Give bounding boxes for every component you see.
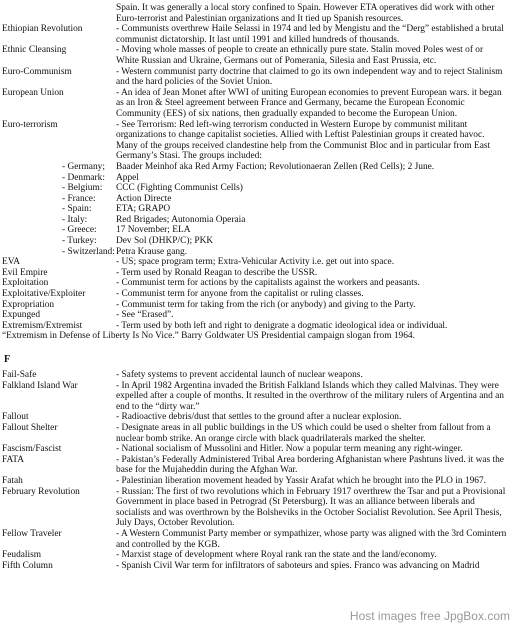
entry-term: Expunged <box>2 310 41 321</box>
group-names: ETA; GRAPO <box>116 204 171 215</box>
entry-term: Fifth Column <box>2 560 53 571</box>
group-names: CCC (Fighting Communist Cells) <box>116 183 243 194</box>
entry-definition: - Communists overthrew Haile Selassi in 1974 and led by Mengistu and the “Derg” established a brutal communist dictatorship. It last until 1991 and killed hundreds of thousands. <box>116 24 504 45</box>
glossary-entry <box>0 120 516 162</box>
entry-definition: - Pakistan’s Federally Administered Tribal Area bordering Afghanistan where Pashtuns lived. it was the base for the Mujaheddin during the Afghan War. <box>116 454 504 476</box>
entry-definition: - Communist term for anyone from the capitalist or ruling classes. <box>116 289 364 300</box>
glossary-entry <box>0 310 516 321</box>
group-names: 17 November; ELA <box>116 225 191 236</box>
entry-term: Fallout <box>2 412 29 423</box>
entry-definition: - An idea of Jean Monet after WWI of uniting European economies to prevent European wars. it began as an Iron & Steel agreement between France and Germany, became the European Economic Community (EES) of six nations, then gradually expanded to become the European Union. <box>116 87 502 119</box>
entry-term: FATA <box>2 454 24 465</box>
glossary-entry <box>0 300 516 311</box>
entry-definition: - See Terrorism: Red left-wing terrorism conducted in Western Europe by communist militant organizations to change capitalist societies. Allied with Leftist Palestinian groups it created havoc. Many of the groups received clandestine help from the Communist Bloc and in particular from East Germany’s Stasi. The groups included: <box>116 119 491 162</box>
entry-term: Extremism/Extremist <box>2 320 83 331</box>
group-row <box>0 247 516 258</box>
entry-term: Fellow Traveler <box>2 528 62 539</box>
entry-term: Fail-Safe <box>2 370 37 380</box>
group-country: - Turkey: <box>62 236 97 247</box>
glossary-entry <box>0 45 516 66</box>
entry-definition: - Term used by both left and right to denigrate a dogmatic ideological idea or individual. <box>116 320 448 331</box>
group-row <box>0 173 516 184</box>
entry-definition: - A Western Communist Party member or sympathizer, whose party was aligned with the 3rd Comintern and controlled by the KGB. <box>116 528 507 550</box>
entry-term: Fallout Shelter <box>2 422 58 433</box>
group-names: Appel <box>116 172 139 183</box>
glossary-entry <box>0 444 516 455</box>
glossary-entry <box>0 455 516 476</box>
glossary-entry <box>0 423 516 444</box>
glossary-entry <box>0 289 516 300</box>
group-row <box>0 215 516 226</box>
glossary-entry <box>0 487 516 529</box>
glossary-entry <box>0 278 516 289</box>
continuation-row <box>0 3 516 24</box>
group-row <box>0 194 516 205</box>
group-row <box>0 162 516 173</box>
entry-definition: - In April 1982 Argentina invaded the British Falkland Islands which they called Malvinas. They were expelled after a couple of months. It resulted in the overthrow of the military rulers of Argentina and an end to the “dirty war.” <box>116 380 504 412</box>
glossary-entry <box>0 412 516 423</box>
group-names: Dev Sol (DHKP/C); PKK <box>116 236 214 247</box>
entry-definition: - Communist term for actions by the capitalists against the workers and peasants. <box>116 278 420 289</box>
watermark-footer: Host images free JpgBox.com <box>349 609 510 623</box>
entry-term: Ethiopian Revolution <box>2 24 83 35</box>
entry-definition: - Russian: The first of two revolutions which in February 1917 overthrew the Tsar and put a Provisional Government in place based in Petrograd (St Petersburg). It was an alliance between liberals and socialists and was overthrown by the Bolsheviks in the October Socialist Revolution. See April Thesis, July Days, October Revolution. <box>116 486 506 529</box>
group-country: - France: <box>62 193 96 204</box>
group-country: - Switzerland: <box>62 246 115 257</box>
entry-term: Evil Empire <box>2 267 48 278</box>
entry-term: February Revolution <box>2 486 80 497</box>
entry-definition: - Moving whole masses of people to create an ethnically pure state. Stalin moved Poles west of or White Russian and Ukraine, Germans out of Pomerania, Silesia and East Prussia, etc. <box>116 45 484 66</box>
entry-term: Euro-Communism <box>2 66 72 77</box>
group-country: - Italy: <box>62 214 88 225</box>
entry-definition: - See “Erased”. <box>116 310 174 321</box>
group-names: Red Brigades; Autonomia Operaia <box>116 214 246 225</box>
glossary-entry <box>0 529 516 550</box>
entry-definition: - Communist term for taking from the rich (or anybody) and giving to the Party. <box>116 299 416 310</box>
group-names: Action Directe <box>116 193 172 204</box>
glossary-entry <box>0 550 516 561</box>
entry-definition: - US; space program term; Extra-Vehicular Activity i.e. get out into space. <box>116 257 395 268</box>
glossary-entry <box>0 381 516 413</box>
group-row <box>0 204 516 215</box>
entry-definition: - Term used by Ronald Reagan to describe the USSR. <box>116 267 318 278</box>
group-row <box>0 183 516 194</box>
group-country: - Belgium: <box>62 183 103 194</box>
entry-definition: - Palestinian liberation movement headed by Yassir Arafat which he brought into the PLO in 1967. <box>116 475 486 486</box>
glossary-entry <box>0 561 516 572</box>
entry-term: EVA <box>2 257 21 268</box>
entry-term: Expropriation <box>2 299 55 310</box>
entry-term: Exploitation <box>2 278 49 289</box>
entry-term: Ethnic Cleansing <box>2 45 67 56</box>
entry-term: Feudalism <box>2 550 42 561</box>
entry-definition: - Spanish Civil War term for infiltrators of saboteurs and spies. Franco was advancing on Madrid <box>116 560 480 571</box>
group-country: - Spain: <box>62 204 92 215</box>
entry-definition: - Safety systems to prevent accidental launch of nuclear weapons. <box>116 370 363 380</box>
glossary-entry <box>0 257 516 268</box>
group-names: Petra Krause gang. <box>116 246 188 257</box>
entry-term: European Union <box>2 87 64 98</box>
entry-term: Euro-terrorism <box>2 119 58 130</box>
glossary-entry <box>0 67 516 88</box>
group-row <box>0 236 516 247</box>
group-country: - Greece: <box>62 225 97 236</box>
group-country: - Denmark: <box>62 172 105 183</box>
glossary-entry <box>0 476 516 487</box>
glossary-entry <box>0 370 516 381</box>
continuation-text: Spain. It was generally a local story confined to Spain. However ETA operatives did work with other Euro-terrorist and Palestinian organizations and It tied up Spanish resources. <box>116 3 495 24</box>
entry-definition: - Marxist stage of development where Royal rank ran the state and the land/economy. <box>116 550 437 561</box>
entry-definition: - National socialism of Mussolini and Hitler. Now a popular term meaning any right-winger. <box>116 444 463 455</box>
goldwater-quote: “Extremism in Defense of Liberty Is No Vice.” Barry Goldwater US Presidential campaign slogan from 1964. <box>2 331 415 342</box>
entry-term: Fascism/Fascist <box>2 444 62 455</box>
group-row <box>0 225 516 236</box>
group-names: Baader Meinhof aka Red Army Faction; Revolutionaeran Zellen (Red Cells); 2 June. <box>116 161 435 172</box>
glossary-entry <box>0 268 516 279</box>
entry-definition: - Western communist party doctrine that claimed to go its own independent way and to reject Stalinism and the hard policies of the Soviet Union. <box>116 66 503 88</box>
entry-term: Fatah <box>2 475 23 486</box>
glossary-entry <box>0 24 516 45</box>
glossary-entry <box>0 88 516 120</box>
entry-definition: - Designate areas in all public buildings in the US which could be used o shelter from fallout from a nuclear bomb strike. An orange circle with black quadrilaterals marked the shelter. <box>116 422 491 444</box>
entry-definition: - Radioactive debris/dust that settles to the ground after a nuclear explosion. <box>116 412 402 423</box>
glossary-entry <box>0 321 516 332</box>
group-country: - Germany; <box>62 161 105 172</box>
section-letter: F <box>4 354 11 365</box>
entry-term: Falkland Island War <box>2 380 78 391</box>
entry-term: Exploitative/Exploiter <box>2 289 86 300</box>
